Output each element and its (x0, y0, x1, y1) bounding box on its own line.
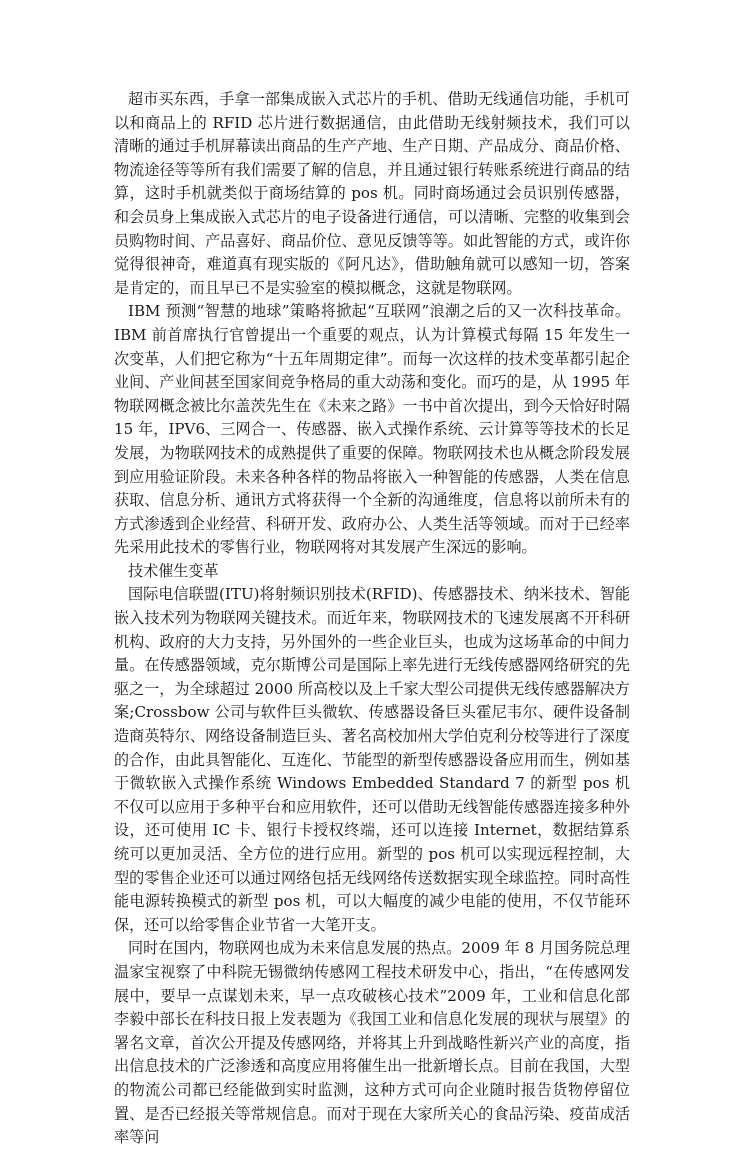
section-heading: 技术催生变革 (128, 561, 219, 580)
article-body (114, 88, 630, 1150)
paragraph-ibm-smarter-planet: IBM 预测“智慧的地球”策略将掀起“互联网”浪潮之后的又一次科技革命。IBM 前首席执行官曾提出一个重要的观点，认为计算模式每隔 15 年发生一次变革，人们把它称为“十五年周期定律”。而每一次这样的技术变革都引起企业间、产业间甚至国家间竞争格局的重大动荡和变化。而巧的是，从 1995 年物联网概念被比尔盖茨先生在《未来之路》一书中首次提出，到今天恰好时隔 15 年，IPV6、三网合一、传感器、嵌入式操作系统、云计算等等技术的长足发展，为物联网技术的成熟提供了重要的保障。物联网技术也从概念阶段发展到应用验证阶段。未来各种各样的物品将嵌入一种智能的传感器，人类在信息获取、信息分析、通讯方式将获得一个全新的沟通维度，信息将以前所未有的方式渗透到企业经营、科研开发、政府办公、人类生活等领域。而对于已经率先采用此技术的零售行业，物联网将对其发展产生深远的影响。 (114, 302, 630, 557)
paragraph-supermarket-scenario: 超市买东西，手拿一部集成嵌入式芯片的手机、借助无线通信功能，手机可以和商品上的 RFID 芯片进行数据通信，由此借助无线射频技术，我们可以清晰的通过手机屏幕读出商品的生产产地、生产日期、产品成分、商品价格、物流途径等等所有我们需要了解的信息，并且通过银行转账系统进行商品的结算，这时手机就类似于商场结算的 pos 机。同时商场通过会员识别传感器，和会员身上集成嵌入式芯片的电子设备进行通信，可以清晰、完整的收集到会员购物时间、产品喜好、商品价位、意见反馈等等。如此智能的方式，或许你觉得很神奇，难道真有现实版的《阿凡达》，借助触角就可以感知一切，答案是肯定的，而且早已不是实验室的模拟概念，这就是物联网。 (114, 90, 630, 297)
paragraph-domestic-development: 同时在国内，物联网也成为未来信息发展的热点。2009 年 8 月国务院总理温家宝视察了中科院无锡微纳传感网工程技术研发中心，指出，“在传感网发展中，要早一点谋划未来，早一点攻破核心技术”2009 年，工业和信息化部李毅中部长在科技日报上发表题为《我国工业和信息化发展的现状与展望》的署名文章，首次公开提及传感网络，并将其上升到战略性新兴产业的高度，指出信息技术的广泛渗透和高度应用将催生出一批新增长点。目前在我国，大型的物流公司都已经能做到实时监测，这种方式可向企业随时报告货物停留位置、是否已经报关等常规信息。而对于现在大家所关心的食品污染、疫苗成活率等问 (114, 939, 630, 1147)
paragraph-itu-technologies: 国际电信联盟(ITU)将射频识别技术(RFID)、传感器技术、纳米技术、智能嵌入技术列为物联网关键技术。而近年来，物联网技术的飞速发展离不开科研机构、政府的大力支持，另外国外的一些企业巨头，也成为这场革命的中间力量。在传感器领域，克尔斯博公司是国际上率先进行无线传感器网络研究的先驱之一，为全球超过 2000 所高校以及上千家大型公司提供无线传感器解决方案;Crossbow 公司与软件巨头微软、传感器设备巨头霍尼韦尔、硬件设备制造商英特尔、网络设备制造巨头、著名高校加州大学伯克利分校等进行了深度的合作，由此具智能化、互连化、节能型的新型传感器设备应用而生，例如基于微软嵌入式操作系统 Windows Embedded Standard 7 的新型 pos 机不仅可以应用于多种平台和应用软件，还可以借助无线智能传感器连接多种外设，还可使用 IC 卡、银行卡授权终端，还可以连接 Internet，数据结算系统可以更加灵活、全方位的进行应用。新型的 pos 机可以实现远程控制，大型的零售企业还可以通过网络包括无线网络传送数据实现全球监控。同时高性能电源转换模式的新型 pos 机，可以大幅度的减少电能的使用，不仅节能环保，还可以给零售企业节省一大笔开支。 (114, 585, 630, 934)
